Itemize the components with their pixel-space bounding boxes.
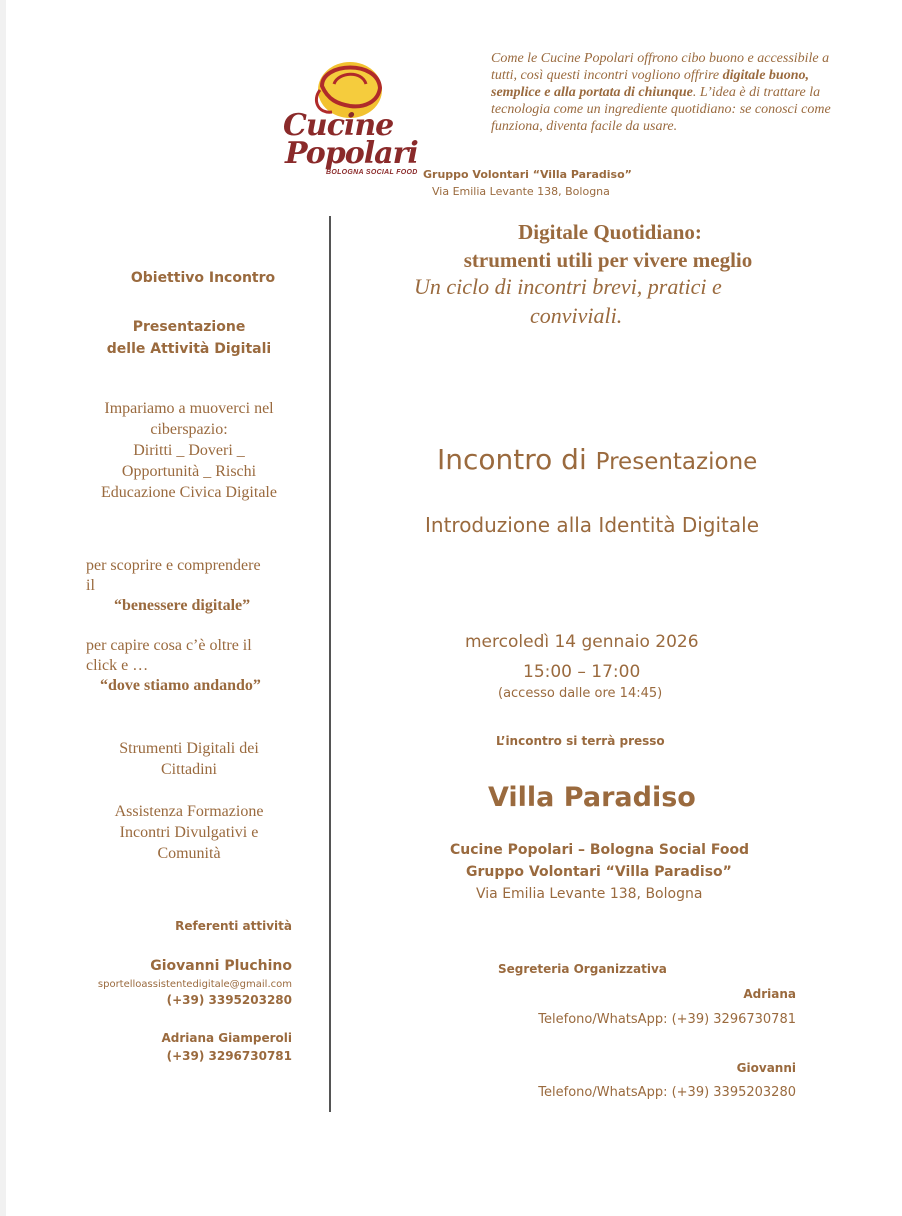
org-line2: Gruppo Volontari “Villa Paradiso” [466,864,732,880]
header-group: Gruppo Volontari “Villa Paradiso” [423,168,632,181]
ref2-phone[interactable]: (+39) 3296730781 [166,1049,292,1063]
logo-subtitle: BOLOGNA SOCIAL FOOD [326,169,418,176]
capire-line1: per capire cosa c’è oltre il [86,637,252,654]
venue-name: Villa Paradiso [488,782,696,813]
venue-address: Via Emilia Levante 138, Bologna [476,886,703,902]
ref2-name: Adriana Giamperoli [161,1031,292,1045]
impariamo-line3: Diritti _ Doveri _ [133,442,245,459]
impariamo-block [76,398,302,503]
impariamo-line4: Opportunità _ Rischi [121,463,257,480]
ref1-email[interactable]: sportelloassistentedigitale@gmail.com [97,979,292,990]
intro-paragraph: Come le Cucine Popolari offrono cibo buono e accessibile a tutti, così questi incontri vogliono offrire digitale buono, semplice e alla portata di chiunque. L’idea è di trattare la tecnologia come un ingrediente quotidiano: se conosci come funziona, diventa facile da usare. [491,51,831,134]
ref1-name: Giovanni Pluchino [150,958,292,974]
impariamo-line2: ciberspazio: [150,421,228,438]
scoprire-block [86,556,261,596]
event-heading-b: Presentazione [595,449,758,475]
assistenza-line3: Comunità [157,845,221,862]
capire-line2: click e … [86,657,149,674]
title-line2: strumenti utili per vivere meglio [463,248,753,272]
org-line1: Cucine Popolari – Bologna Social Food [450,842,750,858]
benessere-text: “benessere digitale” [114,597,251,614]
assistenza-line2: Incontri Divulgativi e [119,824,259,841]
header-address: Via Emilia Levante 138, Bologna [432,185,610,198]
segreteria-label: Segreteria Organizzativa [498,962,667,976]
event-date: mercoledì 14 gennaio 2026 [465,632,699,652]
scoprire-line1: per scoprire e comprendere [86,557,261,574]
logo-text-popolari: Popolari [285,136,418,171]
presentazione-line1: Presentazione [132,319,246,335]
venue-intro: L’incontro si terrà presso [496,734,665,748]
dove-text: “dove stiamo andando” [100,677,261,694]
event-access: (accesso dalle ore 14:45) [498,686,663,701]
column-divider [329,216,331,1112]
impariamo-line1: Impariamo a muoverci nel [104,400,274,417]
strumenti-block [76,738,302,780]
contact1-name: Adriana [743,987,796,1001]
assistenza-block [76,801,302,864]
page-edge [0,0,6,1216]
contact1-phone[interactable]: Telefono/WhatsApp: (+39) 3296730781 [538,1012,796,1027]
capire-block [86,636,252,676]
event-topic: Introduzione alla Identità Digitale [425,513,760,537]
subtitle-line1: Un ciclo di incontri brevi, pratici e [414,274,722,299]
strumenti-line1: Strumenti Digitali dei [119,740,259,757]
contact2-name: Giovanni [736,1061,796,1075]
subtitle-line2: conviviali. [530,303,623,328]
event-heading-a: Incontro di [437,443,587,476]
title-line1: Digitale Quotidiano: [518,220,702,244]
contact2-phone[interactable]: Telefono/WhatsApp: (+39) 3395203280 [538,1085,796,1100]
event-time: 15:00 – 17:00 [523,662,641,682]
impariamo-line5: Educazione Civica Digitale [101,484,277,501]
referenti-label: Referenti attività [175,919,292,933]
presentazione-line2: delle Attività Digitali [106,341,272,357]
logo-text-cucine: Cucine [283,108,394,143]
scoprire-line2: il [86,577,95,594]
ref1-phone[interactable]: (+39) 3395203280 [166,993,292,1007]
obiettivo-label: Obiettivo Incontro [130,270,276,286]
event-heading [437,443,757,476]
assistenza-line1: Assistenza Formazione [114,803,264,820]
strumenti-line2: Cittadini [161,761,217,778]
